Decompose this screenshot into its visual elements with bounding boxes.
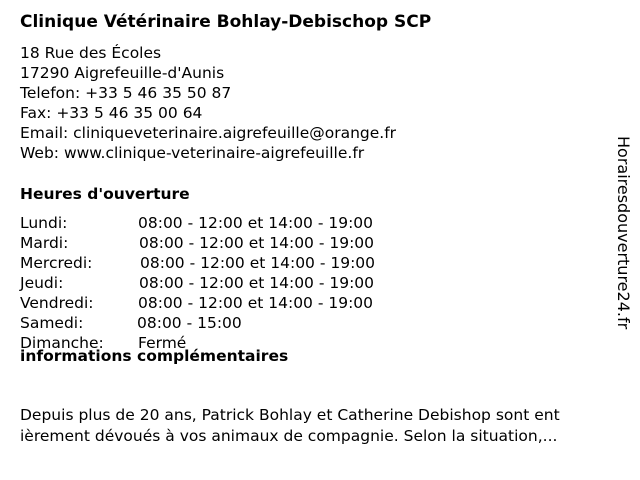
watermark-text: Horairesdouverture24.fr <box>614 136 633 330</box>
day-hours: 08:00 - 12:00 et 14:00 - 19:00 <box>139 274 375 292</box>
day-label: Samedi: <box>20 314 84 332</box>
hours-row-thursday <box>20 273 440 293</box>
additional-info-text <box>20 405 625 447</box>
address-city: 17290 Aigrefeuille-d'Aunis <box>20 64 225 82</box>
day-label: Lundi: <box>20 214 68 232</box>
day-label: Vendredi: <box>20 294 94 312</box>
clinic-name: Clinique Vétérinaire Bohlay-Debischop SCP <box>20 12 432 32</box>
day-hours: 08:00 - 12:00 et 14:00 - 19:00 <box>138 294 374 312</box>
contact-block <box>20 43 396 163</box>
day-hours: 08:00 - 12:00 et 14:00 - 19:00 <box>140 254 376 272</box>
email-address: Email: cliniqueveterinaire.aigrefeuille@orange.fr <box>20 124 397 142</box>
hours-row-friday <box>20 293 440 313</box>
address-street: 18 Rue des Écoles <box>20 44 162 62</box>
hours-row-saturday <box>20 313 440 333</box>
day-label: Jeudi: <box>20 274 64 292</box>
hours-row-tuesday <box>20 233 440 253</box>
day-hours: 08:00 - 15:00 <box>137 314 242 332</box>
day-label: Mercredi: <box>20 254 93 272</box>
hours-row-monday <box>20 213 440 233</box>
opening-hours-table <box>20 213 440 353</box>
day-hours: 08:00 - 12:00 et 14:00 - 19:00 <box>138 214 374 232</box>
website-url: Web: www.clinique-veterinaire-aigrefeuille.fr <box>20 144 365 162</box>
day-hours: Fermé <box>138 334 187 352</box>
fax-number: Fax: +33 5 46 35 00 64 <box>20 104 203 122</box>
phone-number: Telefon: +33 5 46 35 50 87 <box>20 84 232 102</box>
additional-info-heading: informations complémentaires <box>20 347 289 365</box>
day-hours: 08:00 - 12:00 et 14:00 - 19:00 <box>139 234 375 252</box>
site-watermark <box>612 136 632 346</box>
day-label: Dimanche: <box>20 334 104 352</box>
day-label: Mardi: <box>20 234 69 252</box>
description-line: Depuis plus de 20 ans, Patrick Bohlay et Catherine Debishop sont ent <box>20 406 560 424</box>
hours-row-wednesday <box>20 253 440 273</box>
description-line: ièrement dévoués à vos animaux de compagnie. Selon la situation,... <box>20 427 558 445</box>
opening-hours-heading: Heures d'ouverture <box>20 185 190 203</box>
